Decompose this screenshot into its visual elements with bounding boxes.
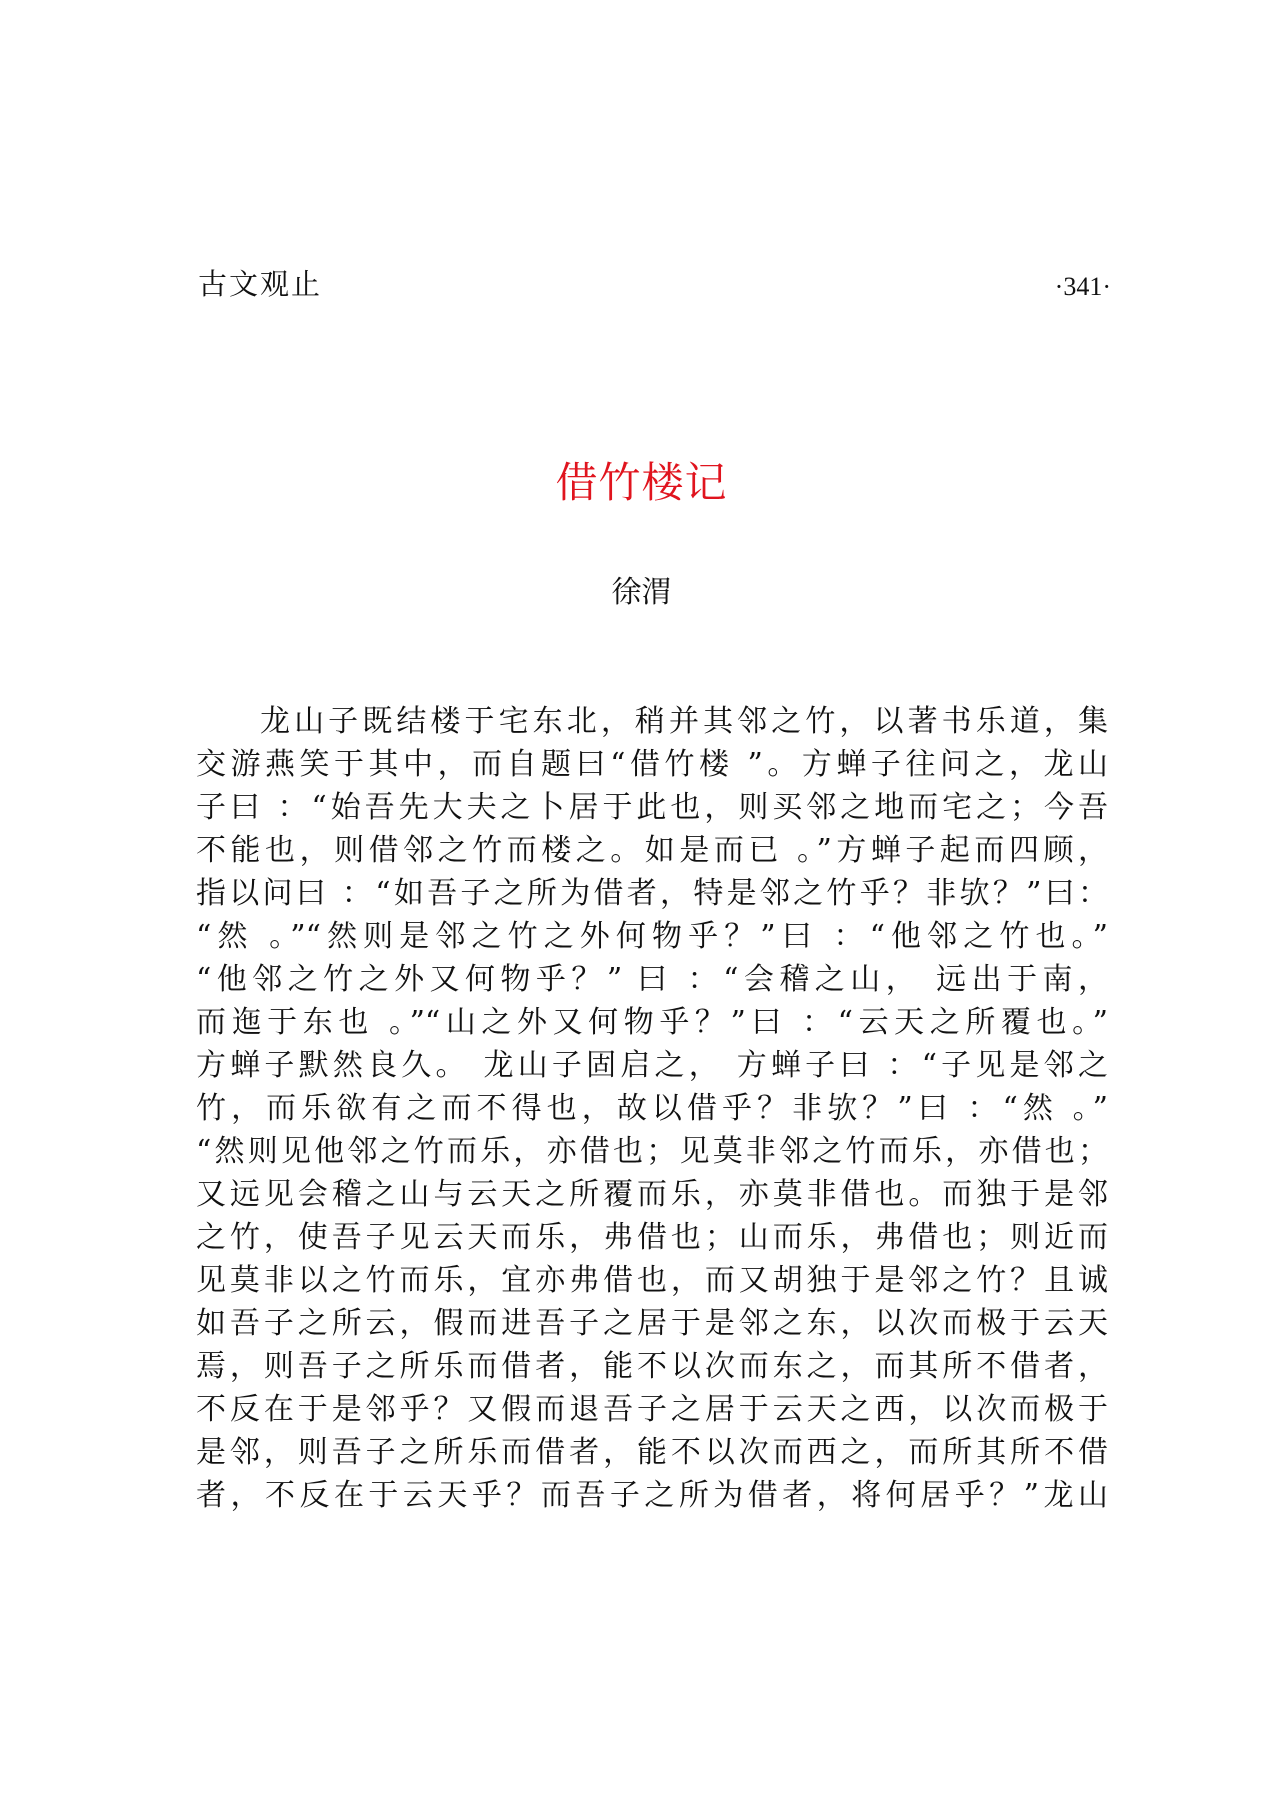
body-line: 者，不反在于云天乎？而吾子之所为借者，将何居乎？”龙山 [196, 1478, 1108, 1513]
body-line: 方蝉子默然良久。 龙山子固启之， 方蝉子曰 ：“子见是邻之 [196, 1048, 1108, 1083]
body-line: 又远见会稽之山与云天之所覆而乐，亦莫非借也。而独于是邻 [196, 1177, 1108, 1212]
page-number: ·341· [1054, 272, 1111, 301]
body-line: 如吾子之所云，假而进吾子之居于是邻之东，以次而极于云天 [196, 1306, 1108, 1341]
body-line: 见莫非以之竹而乐，宜亦弗借也，而又胡独于是邻之竹？且诚 [196, 1263, 1108, 1298]
body-line: 竹，而乐欲有之而不得也，故以借乎？非欤？”曰 ：“然 。” [196, 1091, 1108, 1126]
body-line: 指以问曰 ：“如吾子之所为借者，特是邻之竹乎？非欤？”曰： [196, 876, 1108, 911]
body-line: 交游燕笑于其中，而自题曰“借竹楼 ”。方蝉子往问之，龙山 [196, 747, 1108, 782]
body-line: 而迤于东也 。”“山之外又何物乎？”曰 ：“云天之所覆也。” [196, 1005, 1108, 1040]
body-line: 不反在于是邻乎？又假而退吾子之居于云天之西，以次而极于 [196, 1392, 1108, 1427]
body-line: “他邻之竹之外又何物乎？” 曰 ：“会稽之山， 远出于南， [196, 962, 1108, 997]
body-line: 龙山子既结楼于宅东北，稍并其邻之竹，以著书乐道，集 [260, 704, 1108, 739]
article-author: 徐渭 [611, 575, 672, 610]
body-line: 之竹，使吾子见云天而乐，弗借也；山而乐，弗借也；则近而 [196, 1220, 1108, 1255]
body-line: 不能也，则借邻之竹而楼之。如是而已 。”方蝉子起而四顾， [196, 833, 1108, 868]
body-line: “然 。”“然则是邻之竹之外何物乎？”曰 ：“他邻之竹也。” [196, 919, 1108, 954]
article-title: 借竹楼记 [555, 458, 728, 507]
running-head-book-title: 古文观止 [198, 267, 323, 301]
body-line: 是邻，则吾子之所乐而借者，能不以次而西之，而所其所不借 [196, 1435, 1108, 1470]
body-line: 子曰 ：“始吾先大夫之卜居于此也，则买邻之地而宅之；今吾 [196, 790, 1108, 825]
article-body [196, 700, 1108, 1517]
body-line: 焉，则吾子之所乐而借者，能不以次而东之，而其所不借者， [196, 1349, 1108, 1384]
body-line: “然则见他邻之竹而乐，亦借也；见莫非邻之竹而乐，亦借也； [196, 1134, 1108, 1169]
